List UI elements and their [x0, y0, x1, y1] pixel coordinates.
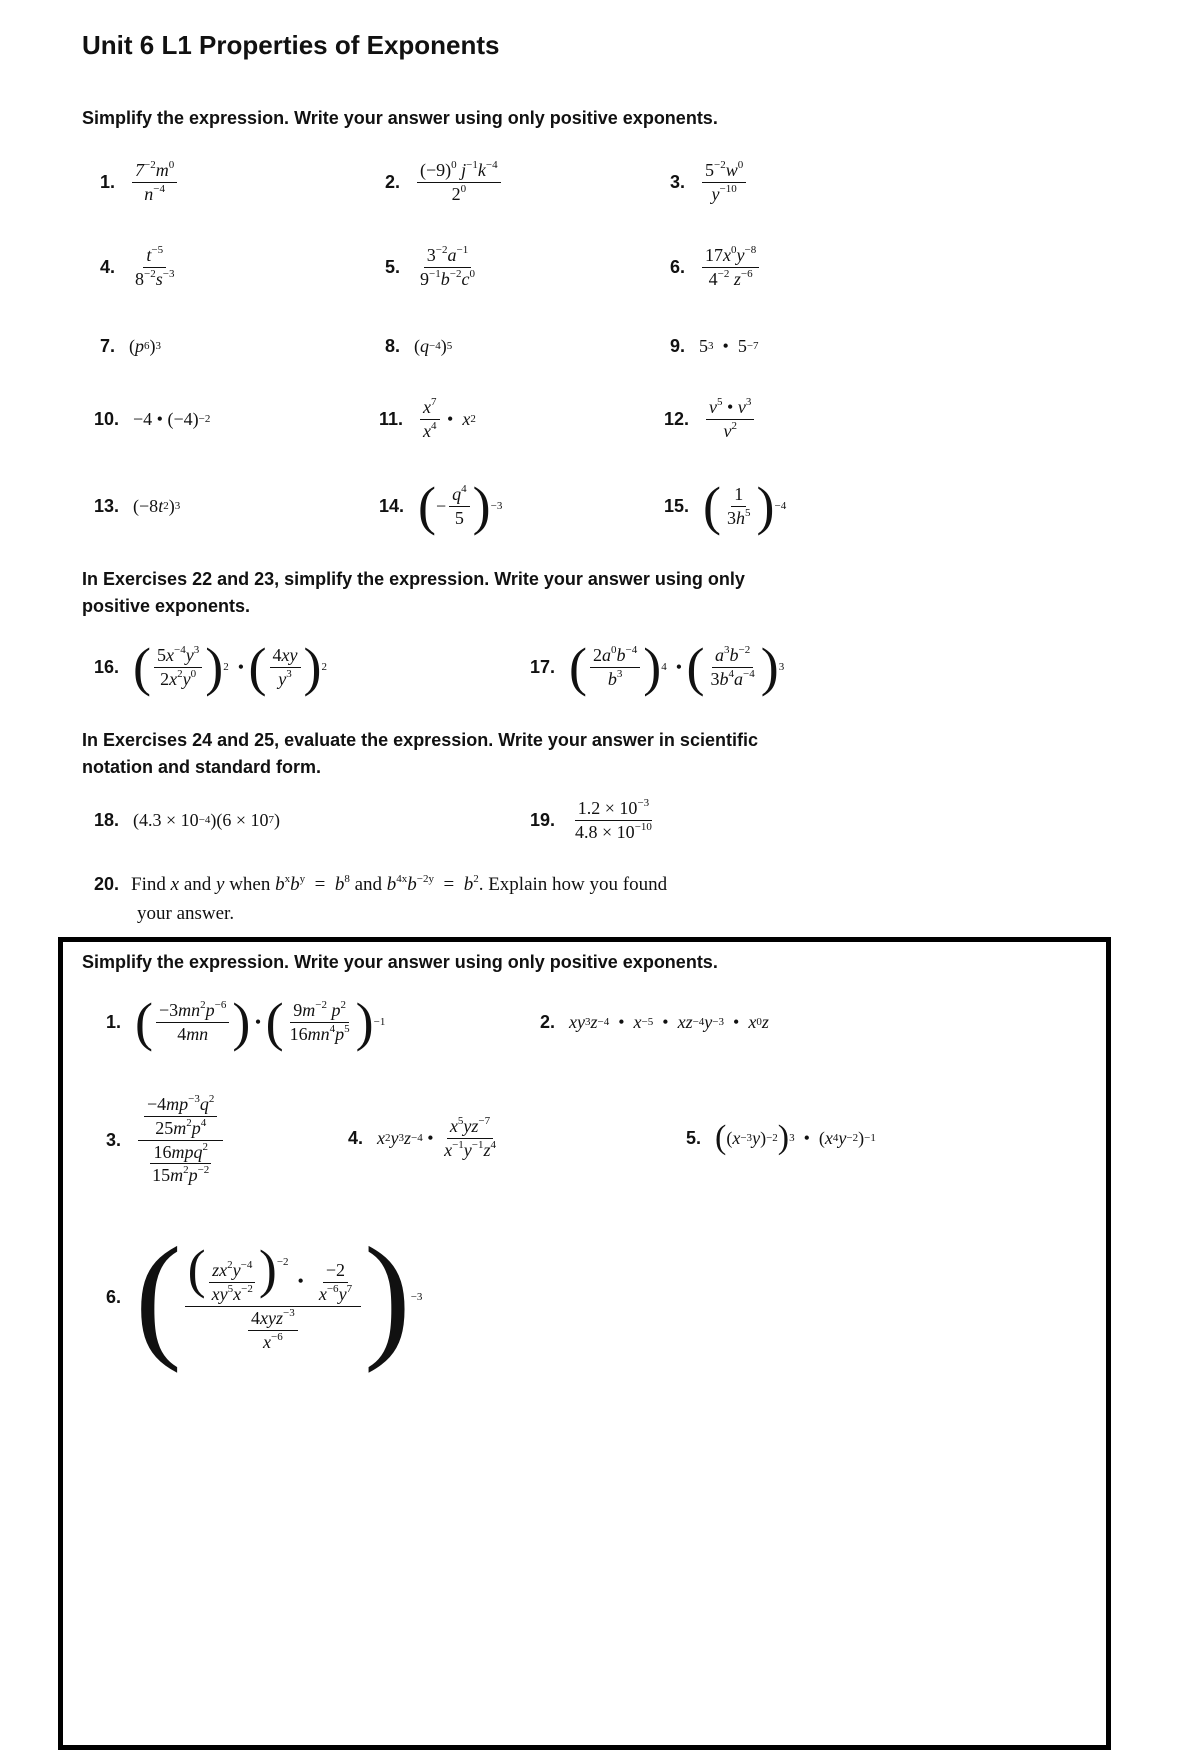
math-expression: (−8 t 2 ) 3 — [133, 495, 181, 516]
math-expression: $\frac{t^{-5}}{8^{-2}s^{-3}}$ — [135, 243, 175, 289]
box-exercise-5 — [686, 1108, 876, 1168]
math-expression: $\frac{3^{-2}a^{-1}}{9^{-1}b^{-2}c^0}$ — [420, 243, 475, 289]
math-expression: ( $\frac{2a^0b^{-4}}{b^3}$ ) 4 • ( $\frac{a^3b^{-2}}{3b^4a^{-4}}$ ) 3 — [569, 637, 785, 697]
math-expression: $\frac{7^{-2}m^0}{n^{-4}}$ — [129, 161, 180, 204]
exercise-number: 6. — [106, 1286, 122, 1307]
instructions-section-3: In Exercises 24 and 25, evaluate the expression. Write your answer in scientific notation and standard form. — [82, 730, 758, 777]
exercise-number: 12. — [664, 408, 690, 429]
exercise-12 — [664, 389, 757, 449]
exercise-number: 9. — [670, 335, 686, 356]
exercise-1 — [100, 152, 180, 212]
exercise-7 — [100, 316, 161, 376]
exercise-number: 5. — [686, 1127, 702, 1148]
exercise-11 — [379, 389, 476, 449]
exercise-5 — [385, 237, 481, 297]
exercise-8 — [385, 316, 452, 376]
exercise-17 — [530, 637, 784, 697]
exercise-number: 1. — [106, 1011, 122, 1032]
math-expression: $\frac{x^7}{x^4}$ • x 2 — [417, 398, 476, 441]
math-expression: $\frac{(-9)^0 j^{-1}k^{-4}}{2^0}$ — [414, 161, 504, 204]
instructions-box: Simplify the expression. Write your answer using only positive exponents. — [82, 952, 718, 972]
exercise-number: 6. — [670, 256, 686, 277]
exercise-number: 3. — [106, 1129, 122, 1150]
exercise-number: 10. — [94, 408, 120, 429]
exercise-14 — [379, 476, 502, 536]
math-expression: ( ( x −3 y ) −2 ) 3 • ( x 4 y −2 ) −1 — [715, 1119, 876, 1156]
math-expression: $\frac{\frac{-4mp^{-3}q^2}{25m^2p^4}}{\frac{16mpq^2}{15m^2p^{-2}}}$ — [135, 1095, 226, 1186]
exercise-number: 2. — [540, 1011, 556, 1032]
math-expression: $\frac{17x^0y^{-8}}{4^{-2} z^{-6}}$ — [699, 246, 762, 289]
exercise-2 — [385, 152, 504, 212]
math-expression: $\frac{5^{-2}w^0}{y^{-10}}$ — [699, 161, 749, 204]
math-expression: 5 3 • 5 −7 — [699, 335, 759, 356]
math-expression: ( − $\frac{q^4}{5}$ ) −3 — [418, 476, 503, 536]
box-exercise-2 — [540, 992, 769, 1052]
exercise-15 — [664, 476, 786, 536]
exercise-19 — [530, 790, 658, 850]
exercise-number: 14. — [379, 495, 405, 516]
math-expression: ( $\frac{1}{3h^5}$ ) −4 — [703, 476, 787, 536]
exercise-number: 1. — [100, 171, 116, 192]
exercise-number: 5. — [385, 256, 401, 277]
exercise-16 — [94, 637, 327, 697]
box-exercise-6 — [106, 1219, 423, 1374]
exercise-number: 16. — [94, 656, 120, 677]
exercise-number: 18. — [94, 809, 120, 830]
math-expression: xy 3 z −4 • x −5 • xz −4 y −3 • x 0 z — [569, 1011, 769, 1032]
math-expression: ( p 6 ) 3 — [129, 335, 162, 356]
instructions-section-1: Simplify the expression. Write your answer using only positive exponents. — [82, 108, 718, 128]
exercise-number: 4. — [100, 256, 116, 277]
exercise-number: 4. — [348, 1127, 364, 1148]
math-expression: (4.3 × 10 −4 )(6 × 10 7 ) — [133, 809, 281, 830]
box-exercise-3 — [106, 1080, 226, 1200]
exercise-number: 20. — [94, 874, 120, 894]
math-expression: ( $\frac{-3mn^2p^{-6}}{4mn}$ ) • ( $\frac{9m^{-2} p^2}{16mn^4p^5}$ ) −1 — [135, 992, 386, 1052]
exercise-9 — [670, 316, 759, 376]
exercise-number: 19. — [530, 809, 556, 830]
math-expression: −4 • (−4) −2 — [133, 408, 211, 429]
exercise-number: 2. — [385, 171, 401, 192]
question-20-text: Find x and y when $b^xb^y = b^8$ and $b^{4x}b^{-2y} = b^2$. Explain how you found — [131, 873, 668, 895]
math-expression: ( $\frac{5x^{-4}y^3}{2x^2y^0}$ ) 2 • ( $\frac{4xy}{y^3}$ ) 2 — [133, 637, 327, 697]
exercise-number: 15. — [664, 495, 690, 516]
exercise-18 — [94, 790, 280, 850]
math-expression: x 2 y 3 z −4 • $\frac{x^5yz^{-7}}{x^{-1}y^{-1}z^4}$ — [377, 1114, 497, 1160]
math-expression: ( q −4 ) 5 — [414, 335, 453, 356]
question-20-text-line2: your answer. — [137, 903, 235, 924]
box-exercise-1 — [106, 992, 385, 1052]
exercise-number: 17. — [530, 656, 556, 677]
exercise-4 — [100, 237, 180, 297]
exercise-6 — [670, 237, 762, 297]
box-exercise-4 — [348, 1108, 502, 1168]
exercise-number: 8. — [385, 335, 401, 356]
math-expression: $\frac{v^5 • v^3}{v^2}$ — [703, 398, 757, 441]
exercise-number: 13. — [94, 495, 120, 516]
exercise-13 — [94, 476, 180, 536]
exercise-number: 3. — [670, 171, 686, 192]
exercise-10 — [94, 389, 210, 449]
instructions-section-2: In Exercises 22 and 23, simplify the expression. Write your answer using only positive exponents. — [82, 569, 745, 616]
exercise-number: 11. — [379, 408, 404, 429]
math-expression: $\frac{1.2 \times 10^{-3}}{4.8 \times 10^{-10}}$ — [575, 796, 652, 842]
math-expression: ( ( $\frac{zx^2y^{-4}}{xy^5x^{-2}}$ )$^{-2}$ • $\frac{-2}{x^{-6}y^7}$ $\frac{4xyz^{-3}}{x^{-6}}$ ) −3 — [135, 1219, 423, 1374]
exercise-number: 7. — [100, 335, 116, 356]
exercise-3 — [670, 152, 749, 212]
page-title: Unit 6 L1 Properties of Exponents — [82, 30, 500, 60]
exercise-20 — [94, 870, 667, 928]
